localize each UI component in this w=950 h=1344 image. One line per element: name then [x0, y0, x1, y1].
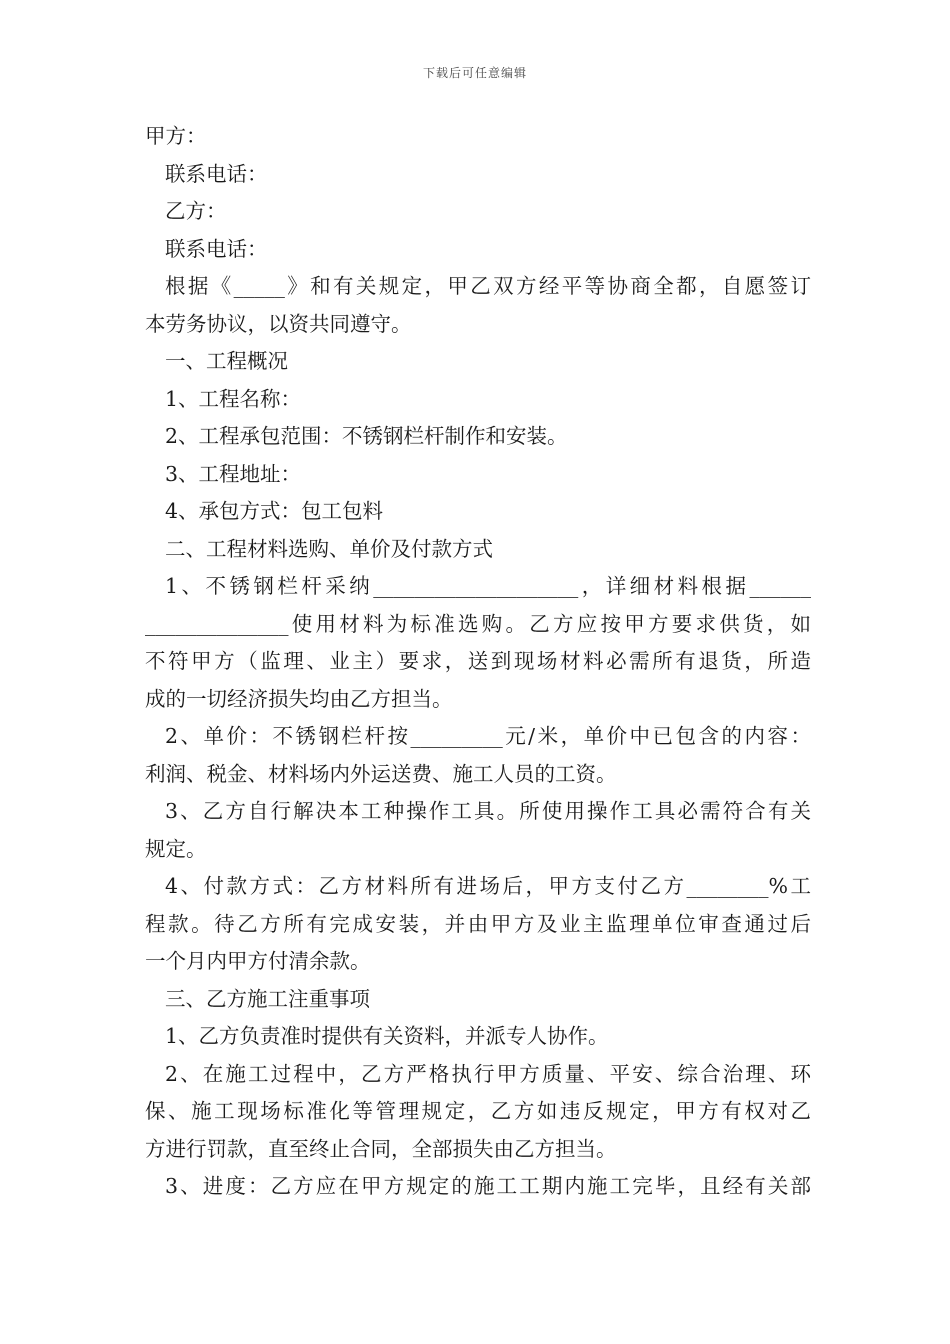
document-line: 程款。待乙方所有完成安装，并由甲方及业主监理单位审查通过后 — [145, 911, 811, 936]
document-line: 2、单价：不锈钢栏杆按_________元/米，单价中已包含的内容： — [165, 724, 811, 748]
document-line: 4、付款方式：乙方材料所有进场后，甲方支付乙方________%工 — [165, 874, 811, 898]
document-line: 甲方： — [145, 124, 207, 148]
document-line: 3、乙方自行解决本工种操作工具。所使用操作工具必需符合有关 — [165, 799, 811, 823]
document-line: 1、不锈钢栏杆采纳____________________，详细材料根据______ — [165, 574, 811, 598]
document-line: 1、乙方负责准时提供有关资料，并派专人协作。 — [165, 1024, 609, 1048]
document-body — [145, 118, 811, 1206]
page-header-note: 下载后可任意编辑 — [422, 66, 527, 80]
document-line: 方进行罚款，直至终止合同，全部损失由乙方担当。 — [145, 1136, 617, 1161]
document-line: 3、进度：乙方应在甲方规定的施工工期内施工完毕，且经有关部 — [165, 1174, 811, 1198]
document-line: 保、施工现场标准化等管理规定，乙方如违反规定，甲方有权对乙 — [145, 1099, 811, 1123]
document-line: 一个月内甲方付清余款。 — [145, 949, 371, 973]
document-line: 一、工程概况 — [165, 349, 288, 373]
document-line: 利润、税金、材料场内外运送费、施工人员的工资。 — [145, 761, 617, 786]
document-line: 乙方： — [165, 199, 227, 223]
document-line: 三、乙方施工注重事项 — [165, 986, 370, 1011]
document-line: 成的一切经济损失均由乙方担当。 — [145, 686, 453, 711]
document-line: 不符甲方（监理、业主）要求，送到现场材料必需所有退货，所造 — [145, 649, 811, 673]
document-line: ______________使用材料为标准选购。乙方应按甲方要求供货，如 — [145, 611, 811, 636]
document-line: 本劳务协议，以资共同遵守。 — [145, 311, 412, 336]
document-line: 3、工程地址： — [165, 461, 302, 486]
document-line: 2、工程承包范围：不锈钢栏杆制作和安装。 — [165, 424, 568, 448]
document-line: 4、承包方式：包工包料 — [165, 499, 384, 523]
document-line: 联系电话： — [165, 236, 268, 261]
document-line: 2、在施工过程中，乙方严格执行甲方质量、平安、综合治理、环 — [165, 1061, 811, 1086]
document-line: 1、工程名称： — [165, 386, 302, 411]
document-line: 联系电话： — [165, 161, 268, 186]
document-line: 规定。 — [145, 836, 207, 861]
document-line: 二、工程材料选购、单价及付款方式 — [165, 536, 493, 561]
document-line: 根据《_____》和有关规定，甲乙双方经平等协商全都，自愿签订 — [165, 274, 811, 298]
